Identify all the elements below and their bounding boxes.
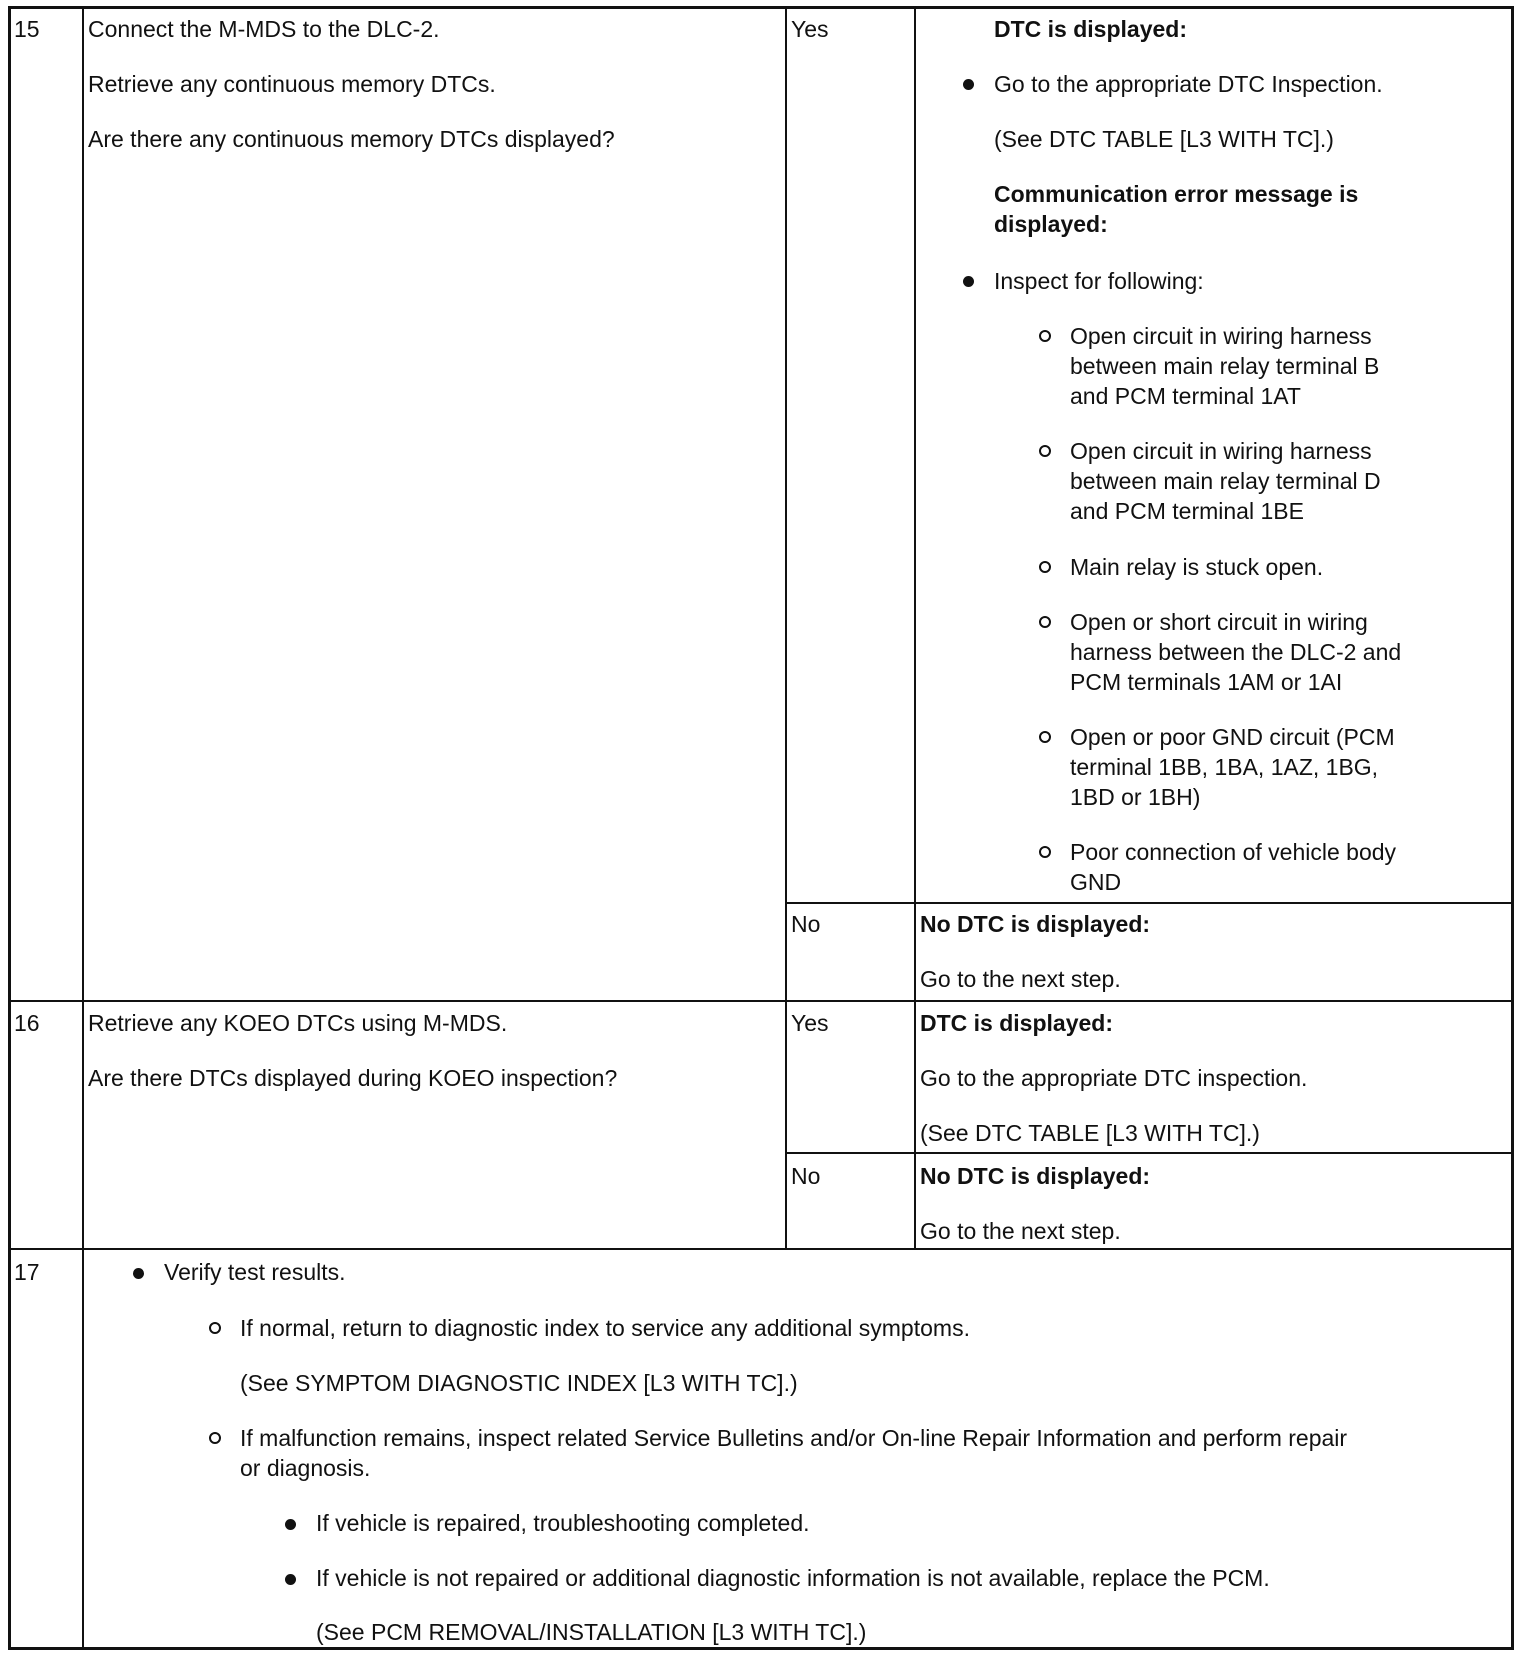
result-instruction: Go to the next step. xyxy=(920,1218,1121,1244)
result-heading: No DTC is displayed: xyxy=(920,911,1151,937)
row-divider-15-yes-no xyxy=(785,902,1512,904)
bullet-icon xyxy=(285,1519,296,1530)
inspection-item: Open or poor GND circuit (PCM xyxy=(1070,724,1395,750)
step-instruction: If malfunction remains, inspect related Service Bulletins and/or On-line Repair Information and perform repair xyxy=(240,1425,1348,1451)
step-instruction: or diagnosis. xyxy=(240,1455,371,1481)
result-instruction: Inspect for following: xyxy=(994,268,1204,294)
result-heading: displayed: xyxy=(994,211,1108,237)
inspection-item: and PCM terminal 1AT xyxy=(1070,383,1301,409)
answer-yes-label: Yes xyxy=(791,1010,829,1036)
result-instruction: Go to the appropriate DTC Inspection. xyxy=(994,71,1383,97)
answer-yes-label: Yes xyxy=(791,16,829,42)
step-question: Are there any continuous memory DTCs displayed? xyxy=(88,126,615,152)
inspection-item: terminal 1BB, 1BA, 1AZ, 1BG, xyxy=(1070,754,1379,780)
inspection-item: between main relay terminal D xyxy=(1070,468,1381,494)
sub-bullet-icon xyxy=(209,1432,221,1444)
inspection-item: Poor connection of vehicle body xyxy=(1070,839,1397,865)
inspection-item: between main relay terminal B xyxy=(1070,353,1380,379)
sub-bullet-icon xyxy=(209,1322,221,1334)
sub-bullet-icon xyxy=(1039,561,1051,573)
bullet-icon xyxy=(963,276,974,287)
step-instruction: If normal, return to diagnostic index to service any additional symptoms. xyxy=(240,1315,970,1341)
step-instruction: If vehicle is repaired, troubleshooting completed. xyxy=(316,1510,810,1536)
sub-bullet-icon xyxy=(1039,731,1051,743)
step-action-line: Retrieve any continuous memory DTCs. xyxy=(88,71,496,97)
bullet-icon xyxy=(133,1268,144,1279)
sub-bullet-icon xyxy=(1039,445,1051,457)
column-divider-action xyxy=(785,8,787,1248)
reference-text: (See SYMPTOM DIAGNOSTIC INDEX [L3 WITH TC].) xyxy=(240,1370,798,1396)
answer-no-label: No xyxy=(791,1163,821,1189)
result-heading: No DTC is displayed: xyxy=(920,1163,1151,1189)
result-heading: DTC is displayed: xyxy=(920,1010,1113,1036)
step-instruction: If vehicle is not repaired or additional diagnostic information is not available, replace the PCM. xyxy=(316,1565,1270,1591)
step-instruction: Verify test results. xyxy=(164,1259,346,1285)
answer-no-label: No xyxy=(791,911,821,937)
reference-text: (See DTC TABLE [L3 WITH TC].) xyxy=(920,1120,1260,1146)
column-divider-number xyxy=(82,8,84,1649)
result-heading: DTC is displayed: xyxy=(994,16,1187,42)
result-heading: Communication error message is xyxy=(994,181,1359,207)
table-frame xyxy=(8,6,1514,1650)
step-question: Are there DTCs displayed during KOEO inspection? xyxy=(88,1065,618,1091)
sub-bullet-icon xyxy=(1039,330,1051,342)
result-instruction: Go to the next step. xyxy=(920,966,1121,992)
inspection-item: and PCM terminal 1BE xyxy=(1070,498,1304,524)
inspection-item: Open circuit in wiring harness xyxy=(1070,438,1372,464)
inspection-item: Main relay is stuck open. xyxy=(1070,554,1324,580)
column-divider-answer xyxy=(914,8,916,1248)
row-divider-16-yes-no xyxy=(785,1152,1512,1154)
row-divider-15-16 xyxy=(10,1000,1512,1002)
inspection-item: PCM terminals 1AM or 1AI xyxy=(1070,669,1343,695)
row-divider-16-17 xyxy=(10,1248,1512,1250)
inspection-item: 1BD or 1BH) xyxy=(1070,784,1201,810)
step-action-line: Connect the M-MDS to the DLC-2. xyxy=(88,16,440,42)
sub-bullet-icon xyxy=(1039,616,1051,628)
inspection-item: Open or short circuit in wiring xyxy=(1070,609,1368,635)
inspection-item: GND xyxy=(1070,869,1122,895)
bullet-icon xyxy=(285,1574,296,1585)
bullet-icon xyxy=(963,79,974,90)
reference-text: (See DTC TABLE [L3 WITH TC].) xyxy=(994,126,1334,152)
sub-bullet-icon xyxy=(1039,846,1051,858)
step-number: 16 xyxy=(14,1010,40,1036)
step-action-line: Retrieve any KOEO DTCs using M-MDS. xyxy=(88,1010,508,1036)
result-instruction: Go to the appropriate DTC inspection. xyxy=(920,1065,1308,1091)
inspection-item: harness between the DLC-2 and xyxy=(1070,639,1402,665)
step-number: 15 xyxy=(14,16,40,42)
inspection-item: Open circuit in wiring harness xyxy=(1070,323,1372,349)
step-number: 17 xyxy=(14,1259,40,1285)
reference-text: (See PCM REMOVAL/INSTALLATION [L3 WITH TC].) xyxy=(316,1619,867,1645)
